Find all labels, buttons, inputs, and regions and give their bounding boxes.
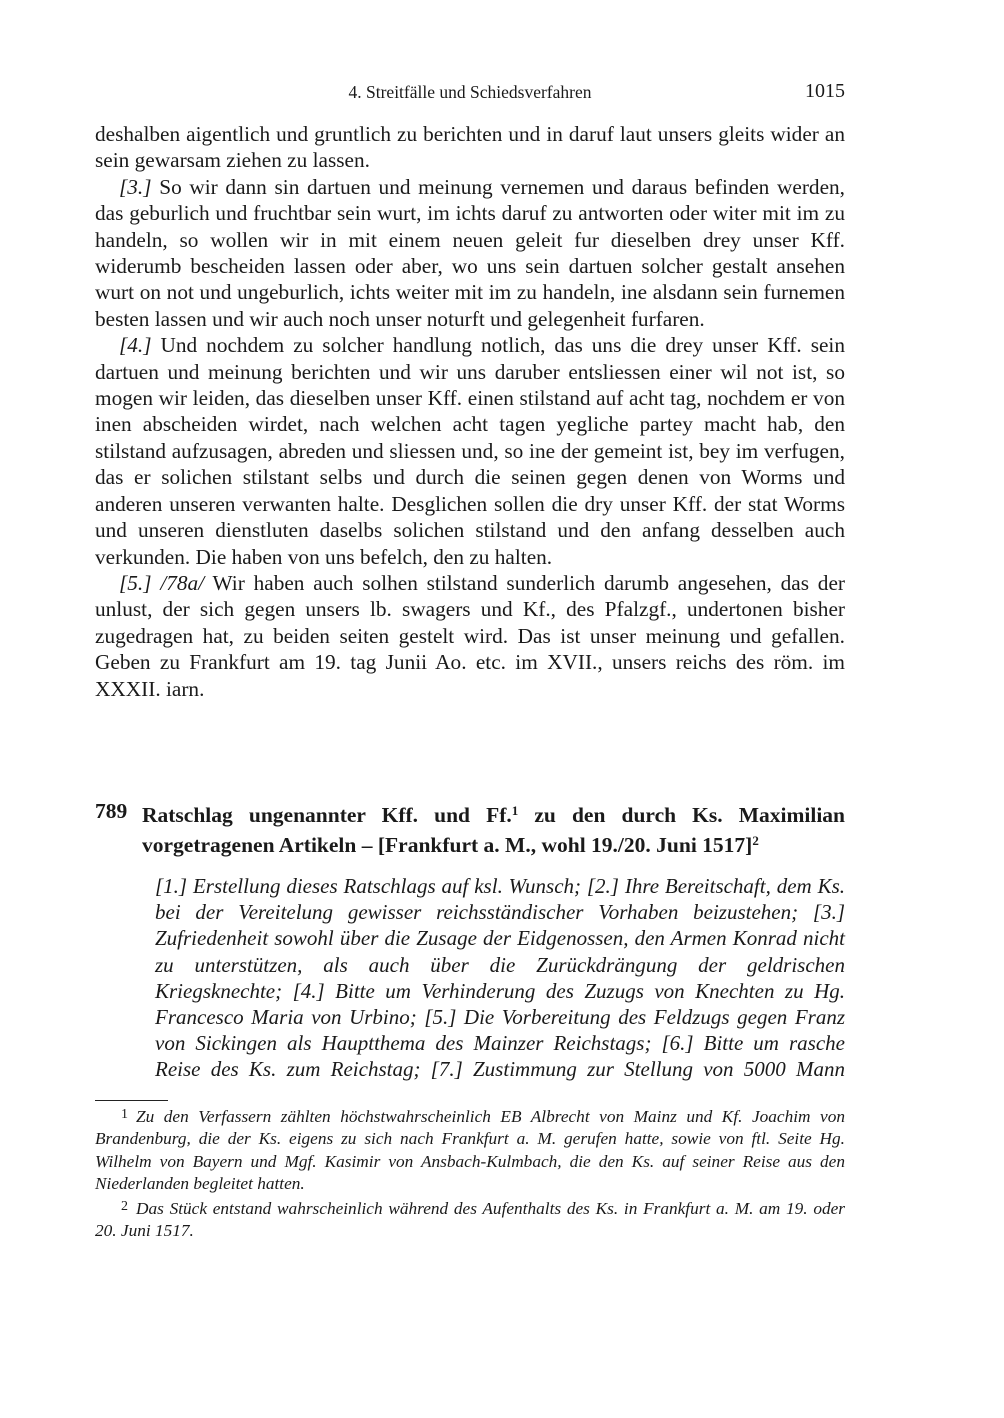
document-number: 789: [95, 799, 128, 823]
footnote-ref-1: 1: [511, 803, 519, 818]
footnote-divider: [95, 1100, 168, 1101]
section-number: [5.] /78a/: [119, 570, 205, 595]
paragraph-3: [95, 332, 845, 570]
footnote-mark: 1: [121, 1107, 128, 1122]
paragraph-text: So wir dann sin dartuen und meinung vernemen und daraus befinden werden, das geburlich und fruchtbar sein wurt, im ichts daruf zu antworten oder witer mit im zu handeln, so wollen wir in mit einem neuen geleit fur dieselben drey unser Kff. widerumb bescheiden lassen oder aber, wo uns sein dartuen solcher gestalt ansehen wurt on not und ungeburlich, ichts weiter mit im zu handeln, ine alsdann sein furnemen besten lassen und wir auch noch unser noturft und gelegenheit furfaren.: [95, 174, 845, 331]
paragraph-text: deshalben aigentlich und gruntlich zu berichten und in daruf laut unsers gleits wider an sein gewarsam ziehen zu lassen.: [95, 122, 845, 173]
paragraph-text: Wir haben auch solhen stilstand sunderlich darumb angesehen, das der unlust, der sich gegen unsers lb. swagers und Kf., des Pfalzgf., undertonen bisher zugedragen hat, zu beiden seiten gestelt wird. Das ist unser meinung und gefallen. Geben zu Frankfurt am 19. tag Junii Ao. etc. im XVII., unsers reichs des röm. im XXXII. iarn.: [95, 570, 845, 701]
paragraph-2: [95, 174, 845, 332]
paragraph-1: [95, 121, 845, 174]
footnote-text: Das Stück entstand wahrscheinlich während des Aufenthalts des Ks. in Frankfurt a. M. am 19. oder 20. Juni 1517.: [95, 1198, 845, 1241]
header-title: 4. Streitfälle und Schiedsverfahren: [348, 82, 592, 102]
running-header: [95, 80, 845, 108]
title-part-2: zu den durch Ks. Maximilian vorgetragenen Artikeln – [Frankfurt a. M., wohl 19./20. Juni 1517]: [142, 803, 846, 858]
document-heading: [95, 798, 845, 859]
footnote-1: [95, 1104, 845, 1196]
footnote-2: [95, 1196, 845, 1243]
paragraph-text: Und nochdem zu solcher handlung notlich, das uns die drey unser Kff. sein dartuen und meinung berichten und wir uns daruber entsliessen einer wil not ist, so mogen wir leiden, das dieselben unser Kff. einen stilstand auf acht tag, nochdem er von inen abscheiden wirdet, nach welchen acht tagen yegliche partey macht hab, den stilstand aufzusagen, abreden und sliessen und, so ine der gemeint ist, bey im verfugen, das er solichen stilstant selbs und durch die seinen gegen denen von Worms und anderen unseren verwanten halte. Desglichen sollen die dry unser Kff. der stat Worms und unseren dienstluten daselbs solichen stilstand und den anfang desselben auch verkunden. Die haben von uns befelch, den zu halten.: [95, 333, 845, 569]
paragraph-4: [95, 570, 845, 702]
footnote-mark: 2: [121, 1198, 128, 1214]
footnote-ref-2: 2: [752, 833, 759, 849]
regest-summary: [1.] Erstellung dieses Ratschlags auf ksl. Wunsch; [2.] Ihre Bereitschaft, dem Ks. bei der Vereitelung gewisser reichsständischer Vorhaben beizustehen; [3.] Zufriedenheit sowohl über die Zusage der Eidgenossen, den Armen Konrad nicht zu unterstützen, als auch über die Zurückdrängung der geldrischen Kriegsknechte; [4.] Bitte um Verhinderung des Zuzugs von Knechten zu Hg. Francesco Maria von Urbino; [5.] Die Vorbereitung des Feldzugs gegen Franz von Sickingen als Hauptthema des Mainzer Reichstags; [6.] Bitte um rasche Reise des Ks. zum Reichstag; [7.] Zustimmung zur Stellung von 5000 Mann: [155, 874, 845, 1082]
title-part-1: Ratschlag ungenannter Kff. und Ff.: [142, 803, 512, 827]
footnote-text: Zu den Verfassern zählten höchstwahrscheinlich EB Albrecht von Mainz und Kf. Joachim von Brandenburg, die der Ks. eigens zu sich nach Frankfurt a. M. gerufen hatte, sowie von ftl. Seite Hg. Wilhelm von Bayern und Mgf. Kasimir von Ansbach-Kulmbach, die den Ks. auf seiner Reise aus den Niederlanden begleitet hatten.: [95, 1107, 845, 1194]
document-title: [142, 798, 845, 859]
footnotes: [95, 1104, 845, 1242]
page-number: 1015: [805, 80, 845, 102]
main-text: [95, 121, 845, 702]
section-number: [3.]: [119, 174, 152, 199]
section-number: [4.]: [119, 333, 152, 358]
